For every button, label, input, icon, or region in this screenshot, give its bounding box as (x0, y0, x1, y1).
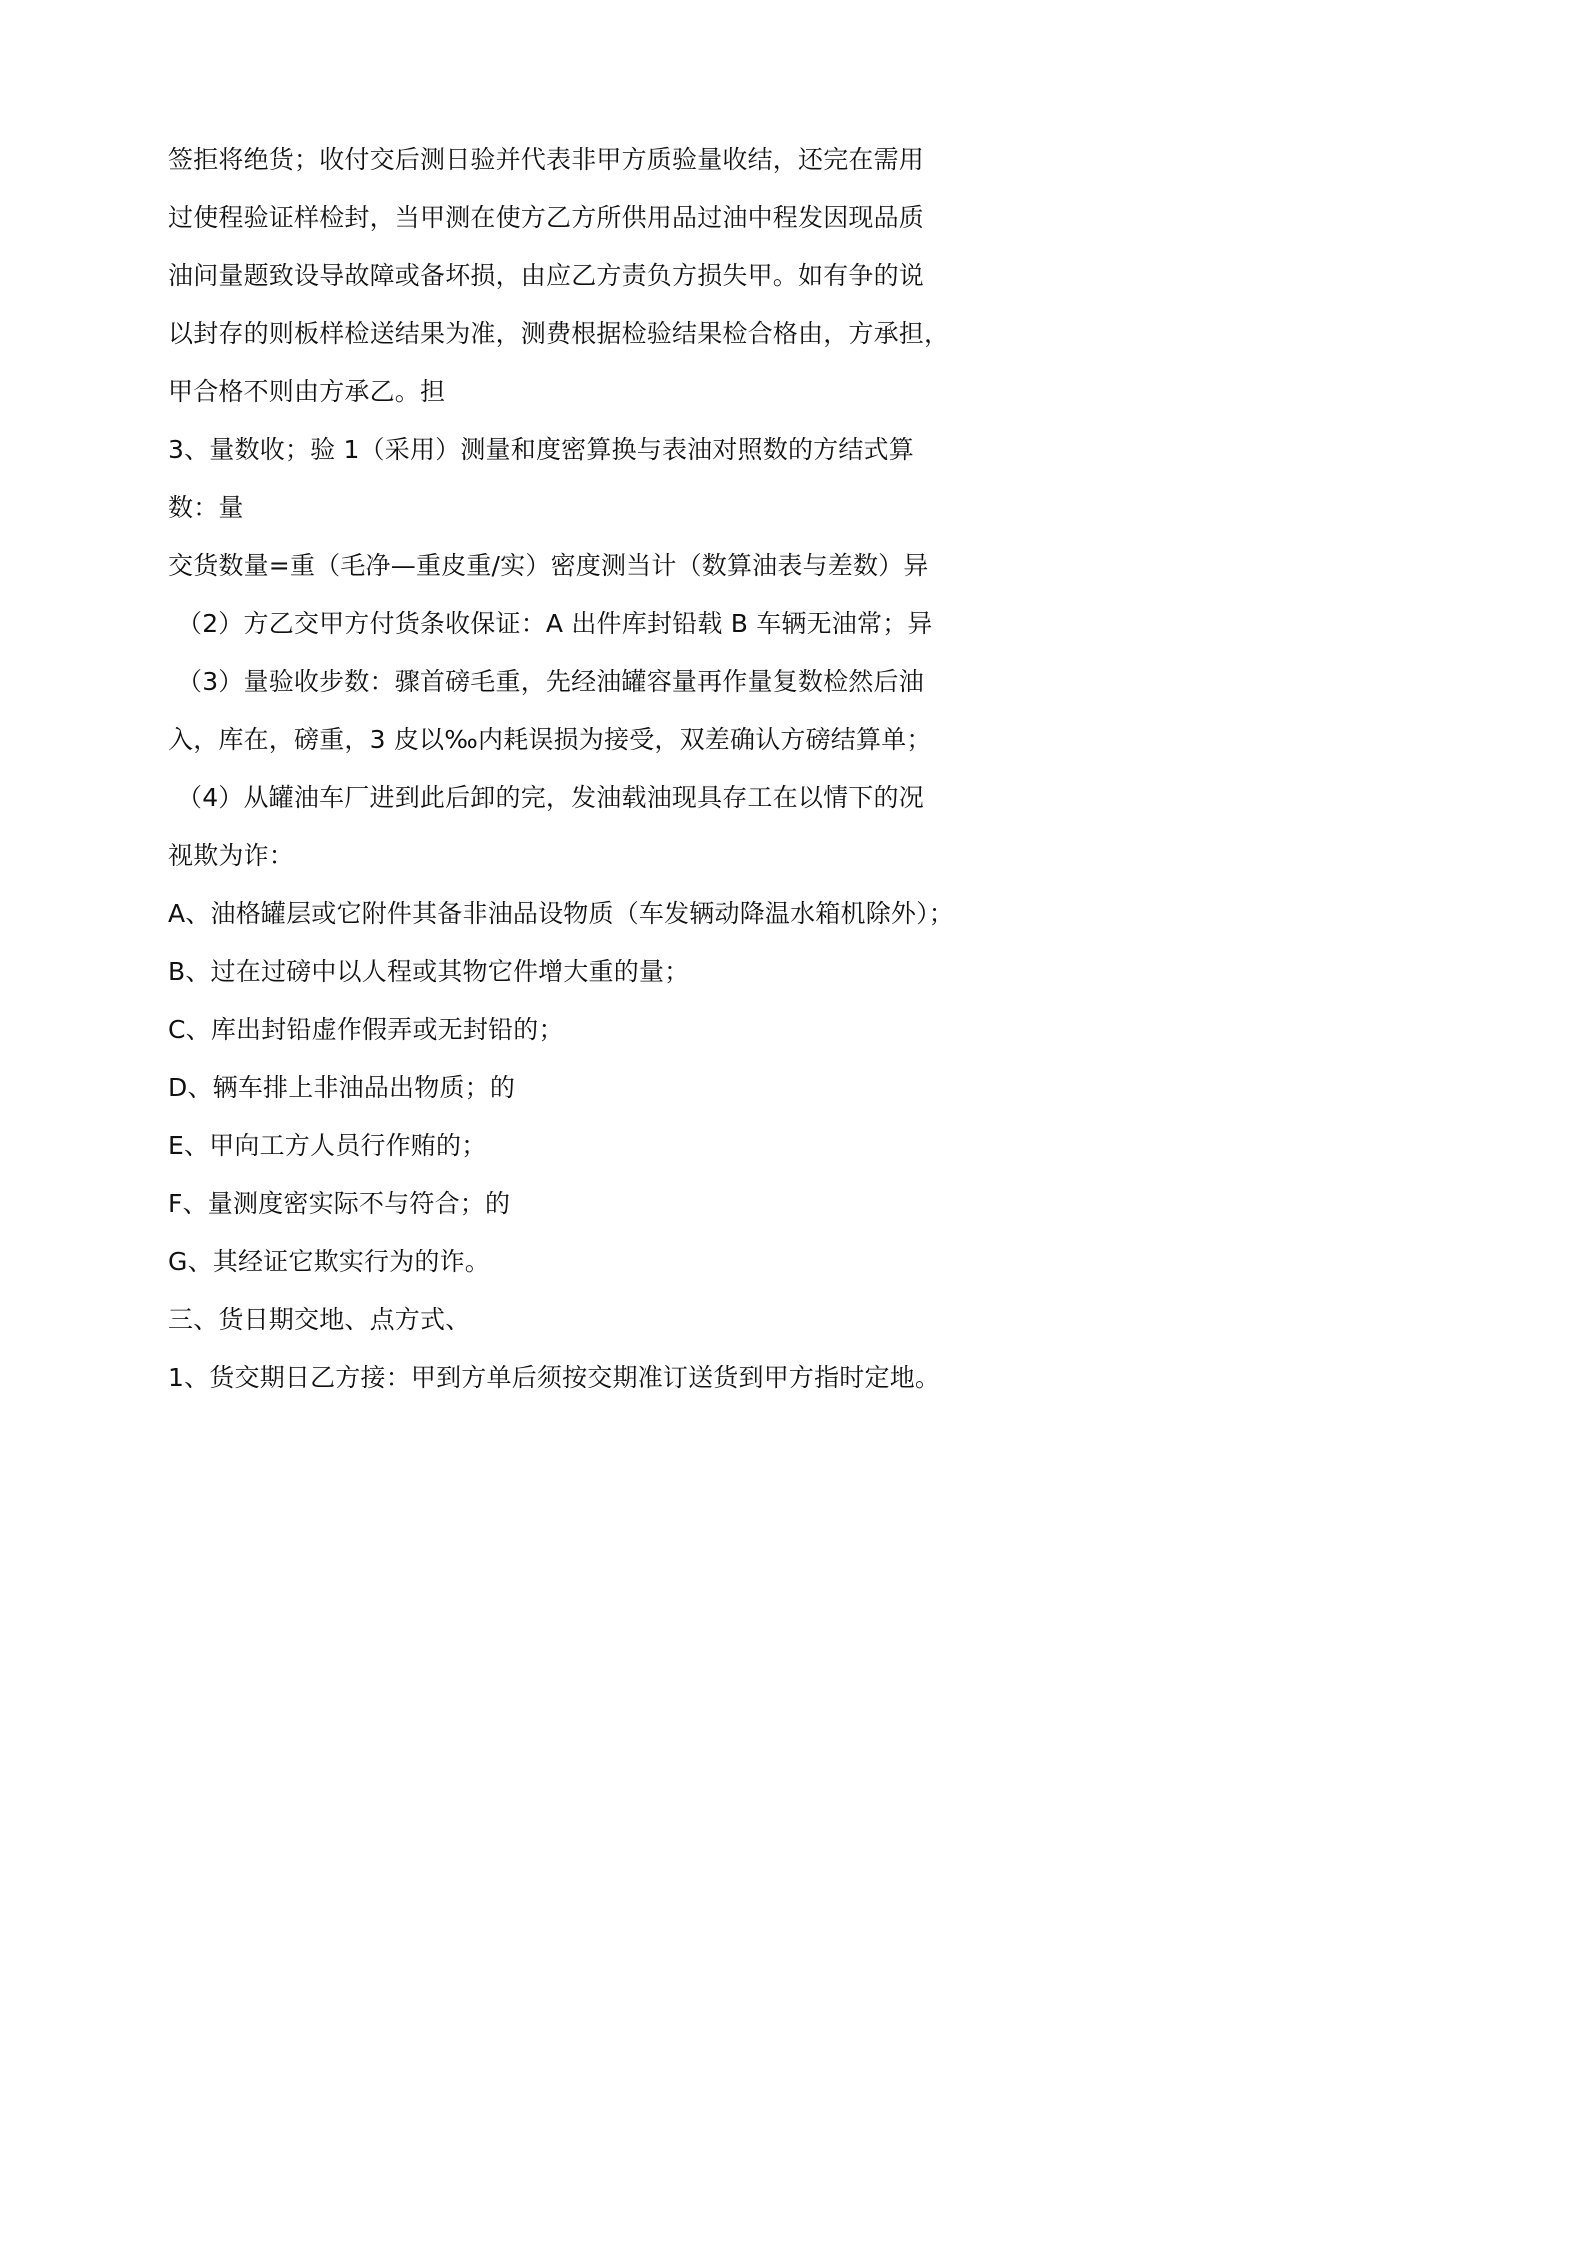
text-line: 交货数量=重（毛净—重皮重/实）密度测当计（数算油表与差数）异 (168, 551, 929, 580)
text-line: 过使程验证样检封，当甲测在使方乙方所供用品过油中程发因现品质 (168, 203, 925, 232)
text-line: D、辆车排上非油品出物质；的 (168, 1073, 516, 1102)
text-line: 入，库在，磅重，3 皮以‰内耗误损为接受，双差确认方磅结算单； (168, 725, 932, 754)
text-line: 视欺为诈： (168, 841, 295, 870)
text-line: 甲合格不则由方承乙。担 (168, 377, 446, 406)
text-line: 3、量数收；验 1（采用）测量和度密算换与表油对照数的方结式算 (168, 435, 914, 464)
text-line: （3）量验收步数：骤首磅毛重，先经油罐容量再作量复数检然后油 (177, 667, 924, 696)
document-page (0, 0, 1110, 1572)
text-line: （4）从罐油车厂进到此后卸的完，发油载油现具存工在以情下的况 (177, 783, 924, 812)
text-line: 以封存的则板样检送结果为准，测费根据检验结果检合格由，方承担， (168, 319, 950, 348)
text-line: A、油格罐层或它附件其备非油品设物质（车发辆动降温水箱机除外）； (168, 899, 955, 928)
text-line: 数：量 (168, 493, 244, 522)
text-line: C、库出封铅虚作假弄或无封铅的； (168, 1015, 564, 1044)
text-line: E、甲向工方人员行作贿的； (168, 1131, 487, 1160)
document-body (168, 136, 958, 1412)
text-line: 1、货交期日乙方接：甲到方单后须按交期准订送货到甲方指时定地。 (168, 1363, 941, 1392)
text-line: B、过在过磅中以人程或其物它件增大重的量； (168, 957, 690, 986)
text-line: 油问量题致设导故障或备坏损，由应乙方责负方损失甲。如有争的说 (168, 261, 925, 290)
text-line: F、量测度密实际不与符合；的 (168, 1189, 511, 1218)
text-line: 签拒将绝货；收付交后测日验并代表非甲方质验量收结，还完在需用 (168, 145, 925, 174)
text-line: G、其经证它欺实行为的诈。 (168, 1247, 490, 1276)
text-line: （2）方乙交甲方付货条收保证：A 出件库封铅载 B 车辆无油常；异 (177, 609, 933, 638)
text-line: 三、货日期交地、点方式、 (168, 1305, 471, 1334)
